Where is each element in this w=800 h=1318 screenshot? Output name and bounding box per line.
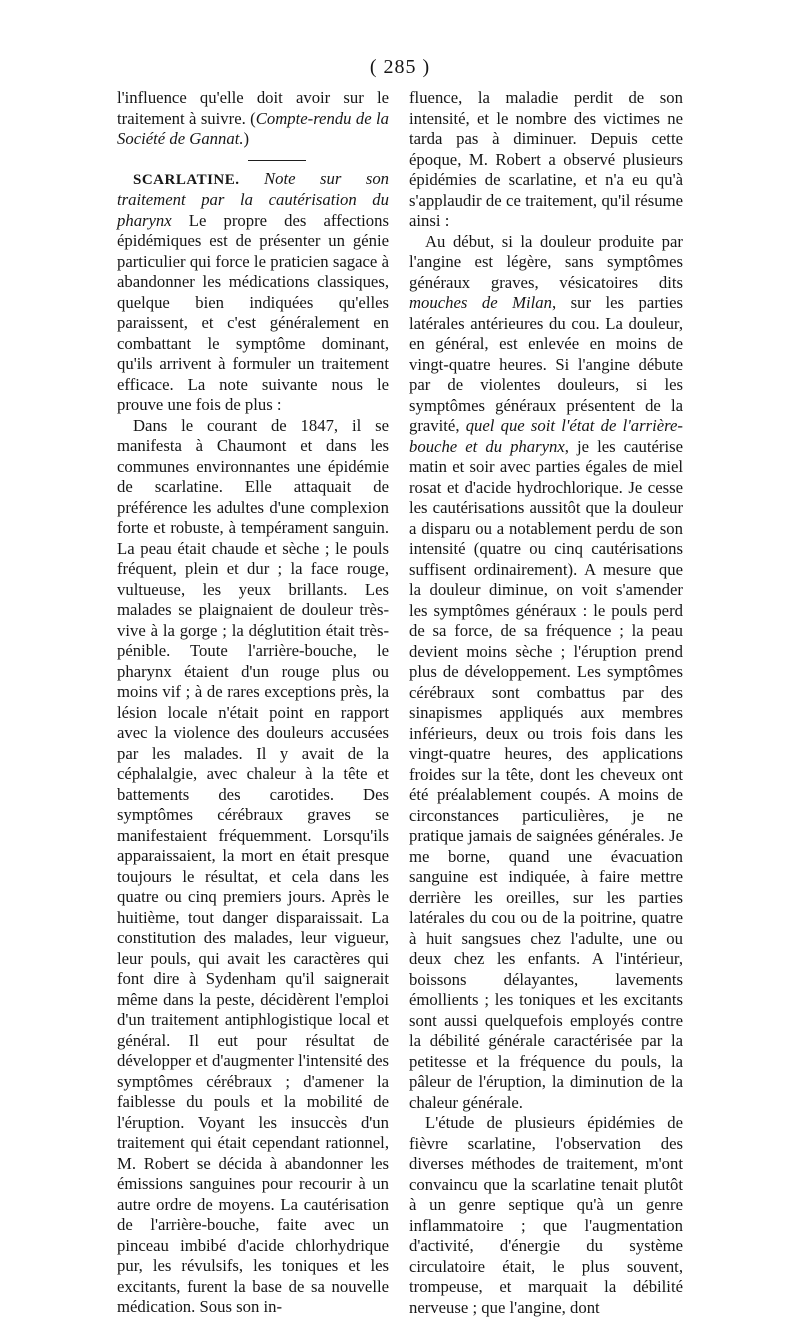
- left-column: [117, 88, 389, 1318]
- section-divider: [248, 160, 306, 161]
- paragraph-text: Au début, si la douleur produite par l'angine est légère, sans symptômes généraux graves, vésicatoires dits: [409, 231, 683, 292]
- paragraph-text: , sur les parties latérales antérieures du cou. La douleur, en général, est enlevée en moins de vingt-quatre heures. Si l'angine débute par de violentes douleurs, si les symptômes généraux présentent de la gravité,: [409, 293, 683, 435]
- paragraph-continuation: fluence, la maladie perdit de son intensité, et le nombre des victimes ne tarda pas à diminuer. Depuis cette époque, M. Robert a observé plusieurs épidémies de scarlatine, et n'a eu qu'à s'applaudir de ce traitement, qu'il résume ainsi :: [409, 88, 683, 230]
- paragraph-treatment: [409, 232, 683, 1114]
- italic-phrase: quel que soit l'état de l'arrière-bouche et du pharynx: [409, 416, 683, 456]
- citation-close: ): [243, 129, 250, 148]
- source-citation: Compte-rendu de la Société de Gannat.: [117, 108, 389, 148]
- paragraph-text: l'influence qu'elle doit avoir sur le traitement à suivre. (: [117, 88, 389, 128]
- paragraph-chaumont-epidemic: Dans le courant de 1847, il se manifesta à Chaumont et dans les communes environnantes une épidémie de scarlatine. Elle attaquait de préférence les adultes d'une complexion forte et robuste, à tempérament sanguin. La peau était chaude et sèche ; le pouls fréquent, plein et dur ; la face rouge, vultueuse, les yeux brillants. Les malades se plaignaient de douleur très-vive à la gorge ; la déglutition était très-pénible. Toute l'arrière-bouche, le pharynx étaient d'un rouge plus ou moins vif ; à de rares exceptions près, la lésion locale n'était point en rapport avec la violence des douleurs accusées par les malades. Il y avait de la céphalalgie, avec chaleur à la tête et battements des carotides. Des symptômes cérébraux graves se manifestaient fréquemment. Lorsqu'ils apparaissaient, la mort en était presque toujours le résultat, et cela dans les quatre ou cinq premiers jours. Après le huitième, tout danger disparaissait. La constitution des malades, leur vigueur, leur pouls, qui avait les caractères qui font dire à Sydenham qu'il saignerait même dans la peste, décidèrent l'emploi d'un traitement antiphlogistique local et général. Il eut pour résultat de développer et d'augmenter l'intensité des symptômes cérébraux ; d'amener la faiblesse du pouls et la mobilité de l'éruption. Voyant les insuccès d'un traitement qui était cependant rationnel, M. Robert se décida à abandonner les émissions sanguines pour recourir à un autre ordre de moyens. La cautérisation de l'arrière-bouche, faite avec un pinceau imbibé d'acide chlorhydrique pur, les révulsifs, les toniques et les excitants, furent la base de sa nouvelle médication. Sous son in-: [117, 415, 389, 1316]
- page-number: ( 285 ): [369, 56, 431, 78]
- paragraph-intro-end: [117, 88, 389, 150]
- section-subtitle: Note sur son traitement par la cautérisation du pharynx: [117, 168, 390, 230]
- italic-term: mouches de Milan: [409, 293, 552, 312]
- section-heading: SCARLATINE.: [133, 171, 240, 188]
- paragraph-text: , je les cautérise matin et soir avec parties égales de miel rosat et d'acide hydrochlorique. Je cesse les cautérisations aussitôt que la douleur a disparu ou a notablement perdu de son intensité (quatre ou cinq cautérisations suffisent ordinairement). A mesure que la douleur diminue, on voit s'amender les symptômes généraux : le pouls perd de sa force, de sa fréquence ; la peau devient moins sèche ; l'éruption prend plus de développement. Les symptômes cérébraux sont combattus par des sinapismes appliqués aux membres inférieurs, deux ou trois fois dans les vingt-quatre heures, des applications froides sur la tête, dont les cheveux ont été préalablement coupés. A moins de circonstances particulières, je ne pratique jamais de saignées générales. Je me borne, quand une évacuation sanguine est indiquée, à faire mettre derrière les oreilles, sur les parties latérales du cou ou de la poitrine, quatre à huit sangsues chez l'adulte, une ou deux chez les enfants. A l'intérieur, boissons délayantes, lavements émollients ; les toniques et les excitants sont aussi quelquefois employés contre la débilité générale caractérisée par la petitesse et la fréquence du pouls, la pâleur de l'éruption, la diminution de la chaleur générale.: [409, 436, 683, 1112]
- right-column: [409, 88, 683, 1318]
- paragraph-text: Le propre des affections épidémiques est de présenter un génie particulier qui force le praticien sagace à abandonner les médications classiques, quelque bien indiquées qu'elles paraissent, et c'est généralement en combattant le symptôme dominant, qu'ils arrivent à formuler un traitement efficace. La note suivante nous le prouve une fois de plus :: [117, 210, 389, 414]
- paragraph-conclusion: L'étude de plusieurs épidémies de fièvre scarlatine, l'observation des diverses méthodes de traitement, m'ont convaincu que la scarlatine tenait plutôt à un genre septique qu'à un genre inflammatoire ; que l'augmentation d'activité, d'énergie du système circulatoire était, le plus souvent, trompeuse, et marquait la débilité nerveuse ; que l'angine, dont: [409, 1113, 683, 1317]
- paragraph-scarlatine-intro: [117, 169, 389, 416]
